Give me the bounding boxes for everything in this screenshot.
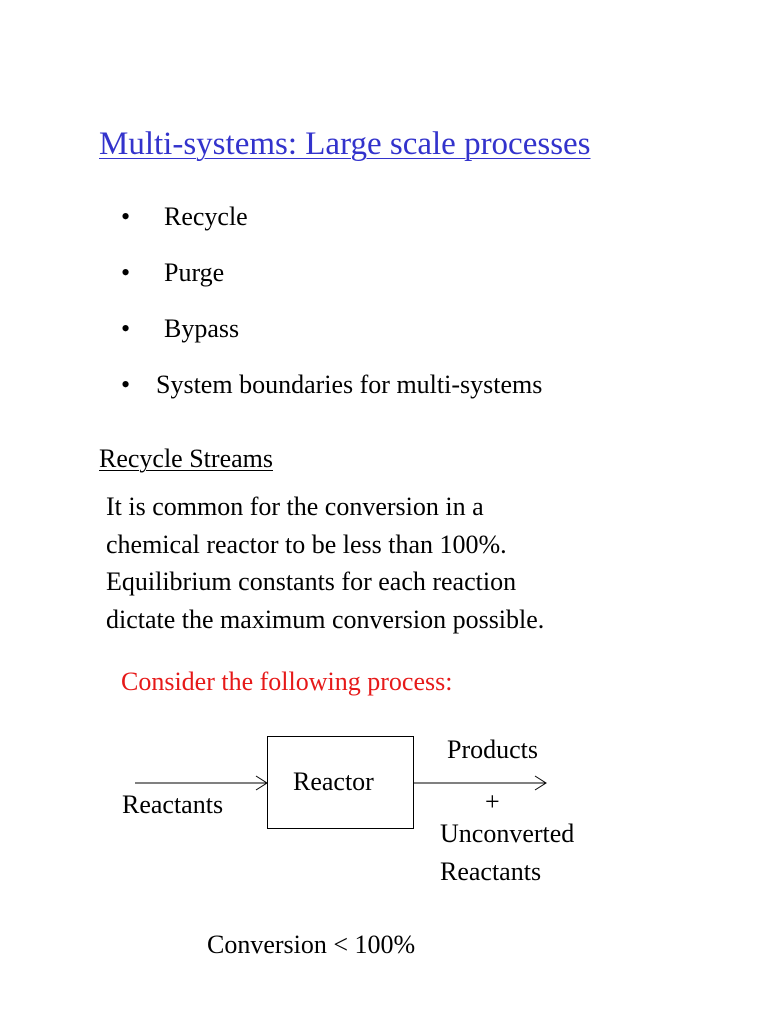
bullet-marker: • bbox=[121, 258, 131, 287]
output-label-plus: + bbox=[485, 787, 500, 816]
bullet-item-bypass: Bypass bbox=[164, 314, 240, 343]
paragraph-line: chemical reactor to be less than 100%. bbox=[106, 529, 507, 559]
output-label-reactants: Reactants bbox=[440, 857, 542, 886]
bullet-marker: • bbox=[121, 202, 131, 231]
bullet-marker: • bbox=[121, 370, 131, 399]
bullet-item-system-boundaries: System boundaries for multi-systems bbox=[156, 370, 543, 399]
conversion-note: Conversion < 100% bbox=[207, 930, 416, 959]
paragraph-line: It is common for the conversion in a bbox=[106, 492, 484, 521]
bullet-item-recycle: Recycle bbox=[164, 202, 248, 231]
reactor-label: Reactor bbox=[293, 767, 374, 796]
consider-text: Consider the following process: bbox=[121, 667, 453, 696]
output-label-products: Products bbox=[447, 735, 538, 764]
output-label-unconverted: Unconverted bbox=[440, 819, 575, 848]
paragraph-line: dictate the maximum conversion possible. bbox=[106, 604, 545, 634]
input-label: Reactants bbox=[122, 790, 224, 819]
output-arrow bbox=[414, 776, 546, 790]
bullet-marker: • bbox=[121, 314, 131, 343]
page-title: Multi-systems: Large scale processes bbox=[99, 126, 591, 162]
bullet-item-purge: Purge bbox=[164, 258, 225, 287]
paragraph bbox=[106, 488, 544, 638]
section-heading: Recycle Streams bbox=[99, 444, 273, 473]
input-arrow bbox=[135, 776, 267, 790]
paragraph-line: Equilibrium constants for each reaction bbox=[106, 567, 517, 596]
